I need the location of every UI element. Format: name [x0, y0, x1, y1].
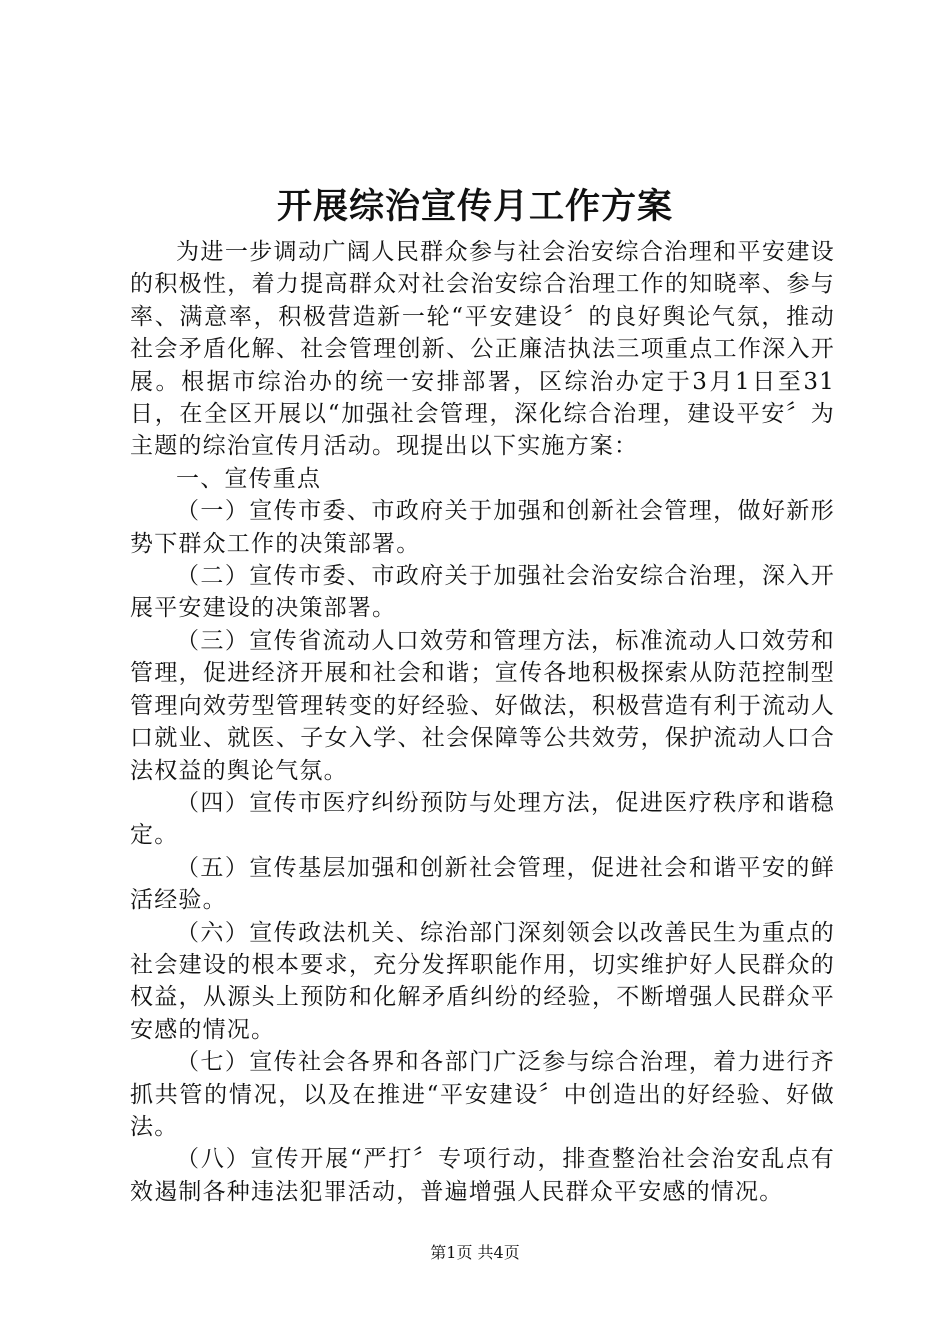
paragraph-item-6: （六）宣传政法机关、综治部门深刻领会以改善民生为重点的社会建设的根本要求，充分发挥职能作用，切实维护好人民群众的权益，从源头上预防和化解矛盾纠纷的经验，不断增强人民群众平安感的情况。 — [130, 919, 835, 1043]
section-heading-publicity-focus: 一、宣传重点 — [176, 465, 322, 492]
paragraph-item-1: （一）宣传市委、市政府关于加强和创新社会管理，做好新形势下群众工作的决策部署。 — [130, 498, 835, 557]
paragraph-item-8: （八）宣传开展“严打〞专项行动，排查整治社会治安乱点有效遏制各种违法犯罪活动，普遍增强人民群众平安感的情况。 — [130, 1146, 835, 1205]
paragraph-intro: 为进一步调动广阔人民群众参与社会治安综合治理和平安建设的积极性，着力提高群众对社会治安综合治理工作的知晓率、参与率、满意率，积极营造新一轮“平安建设〞的良好舆论气氛，推动社会矛盾化解、社会管理创新、公正廉洁执法三项重点工作深入开展。根据市综治办的统一安排部署，区综治办定于3月1日至31日，在全区开展以“加强社会管理，深化综合治理，建设平安〞为主题的综治宣传月活动。现提出以下实施方案： — [130, 239, 835, 460]
document-body — [130, 236, 835, 1208]
paragraph-item-5: （五）宣传基层加强和创新社会管理，促进社会和谐平安的鲜活经验。 — [130, 854, 835, 914]
paragraph-item-7: （七）宣传社会各界和各部门广泛参与综合治理，着力进行齐抓共管的情况，以及在推进“平安建设〞中创造出的好经验、好做法。 — [130, 1049, 835, 1140]
paragraph-item-4: （四）宣传市医疗纠纷预防与处理方法，促进医疗秩序和谐稳定。 — [130, 789, 835, 849]
paragraph-item-3: （三）宣传省流动人口效劳和管理方法，标准流动人口效劳和管理，促进经济开展和社会和谐；宣传各地积极探索从防范控制型管理向效劳型管理转变的好经验、好做法，积极营造有利于流动人口就业、就医、子女入学、社会保障等公共效劳，保护流动人口合法权益的舆论气氛。 — [130, 627, 835, 784]
page-number: 第1页 共4页 — [430, 1243, 520, 1262]
document-title: 开展综治宣传月工作方案 — [276, 186, 673, 227]
paragraph-item-2: （二）宣传市委、市政府关于加强社会治安综合治理，深入开展平安建设的决策部署。 — [130, 563, 835, 622]
